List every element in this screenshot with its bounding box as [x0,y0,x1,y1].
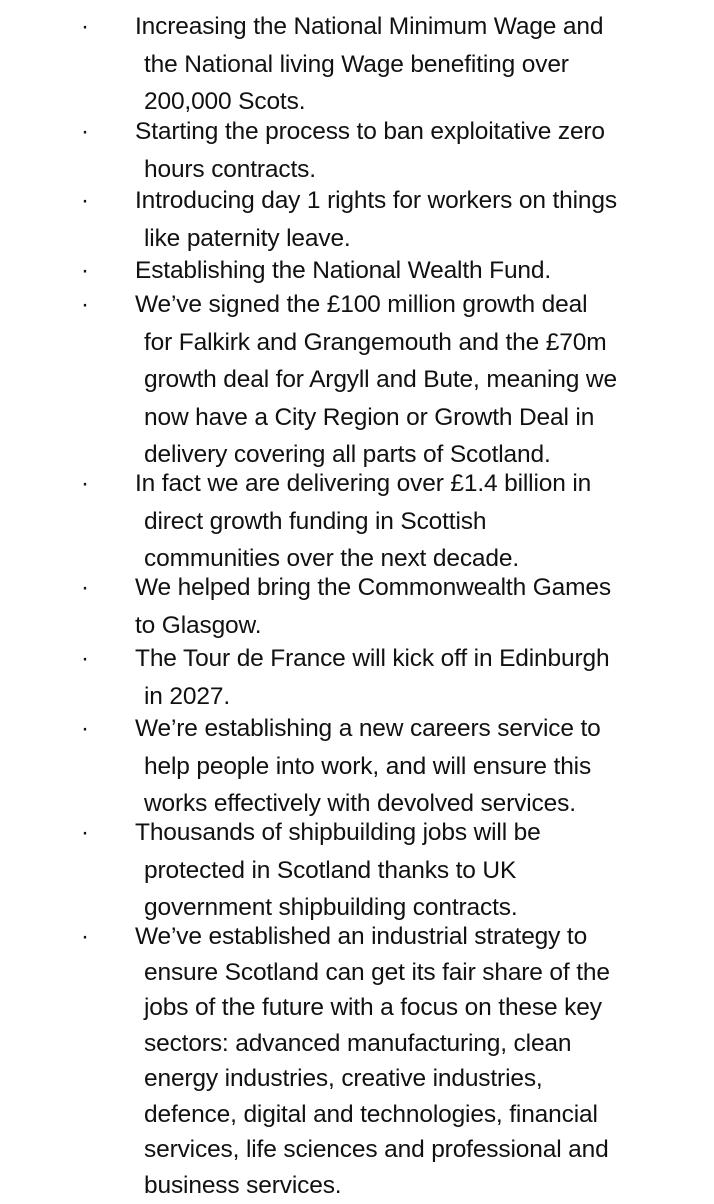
bullet-marker: · [79,710,91,748]
bullet-marker: · [79,286,91,324]
list-item-line: Starting the process to ban exploitative zero [135,113,605,151]
list-item-line: Thousands of shipbuilding jobs will be [135,814,541,852]
list-item-line: Increasing the National Minimum Wage and [135,8,603,46]
list-item-line: for Falkirk and Grangemouth and the £70m [144,324,606,362]
bullet-marker: · [79,182,91,220]
list-item-line: works effectively with devolved services. [144,785,576,823]
list-item-line: in 2027. [144,678,230,716]
bullet-marker: · [79,569,91,607]
list-item-line: The Tour de France will kick off in Edinburgh [135,640,609,678]
list-item-line: We’ve established an industrial strategy to [135,918,587,956]
list-item-line: Establishing the National Wealth Fund. [135,252,551,290]
list-item-line: government shipbuilding contracts. [144,889,518,927]
list-item-line: defence, digital and technologies, financial [144,1096,598,1134]
list-item-line: direct growth funding in Scottish [144,503,486,541]
list-item-line: now have a City Region or Growth Deal in [144,399,594,437]
list-item-line: protected in Scotland thanks to UK [144,852,516,890]
list-item-line: to Glasgow. [135,607,261,645]
bullet-marker: · [79,918,91,956]
list-item-line: jobs of the future with a focus on these key [144,989,602,1027]
list-item-line: We’ve signed the £100 million growth deal [135,286,587,324]
bullet-marker: · [79,8,91,46]
list-item-line: In fact we are delivering over £1.4 billion in [135,465,591,503]
bullet-marker: · [79,640,91,678]
list-item-line: growth deal for Argyll and Bute, meaning we [144,361,617,399]
list-item-line: 200,000 Scots. [144,83,305,121]
list-item-line: business services. [144,1167,341,1204]
list-item-line: sectors: advanced manufacturing, clean [144,1025,571,1063]
list-item-line: communities over the next decade. [144,540,519,578]
list-item-line: Introducing day 1 rights for workers on things [135,182,617,220]
list-item-line: We helped bring the Commonwealth Games [135,569,611,607]
list-item-line: energy industries, creative industries, [144,1060,543,1098]
list-item-line: help people into work, and will ensure this [144,748,591,786]
list-item-line: services, life sciences and professional and [144,1131,609,1169]
bullet-marker: · [79,252,91,290]
list-item-line: like paternity leave. [144,220,351,258]
list-item-line: the National living Wage benefiting over [144,46,569,84]
list-item-line: hours contracts. [144,151,316,189]
bullet-marker: · [79,113,91,151]
bullet-marker: · [79,465,91,503]
list-item-line: ensure Scotland can get its fair share of the [144,954,610,992]
list-item-line: delivery covering all parts of Scotland. [144,436,551,474]
list-item-line: We’re establishing a new careers service to [135,710,601,748]
bullet-marker: · [79,814,91,852]
